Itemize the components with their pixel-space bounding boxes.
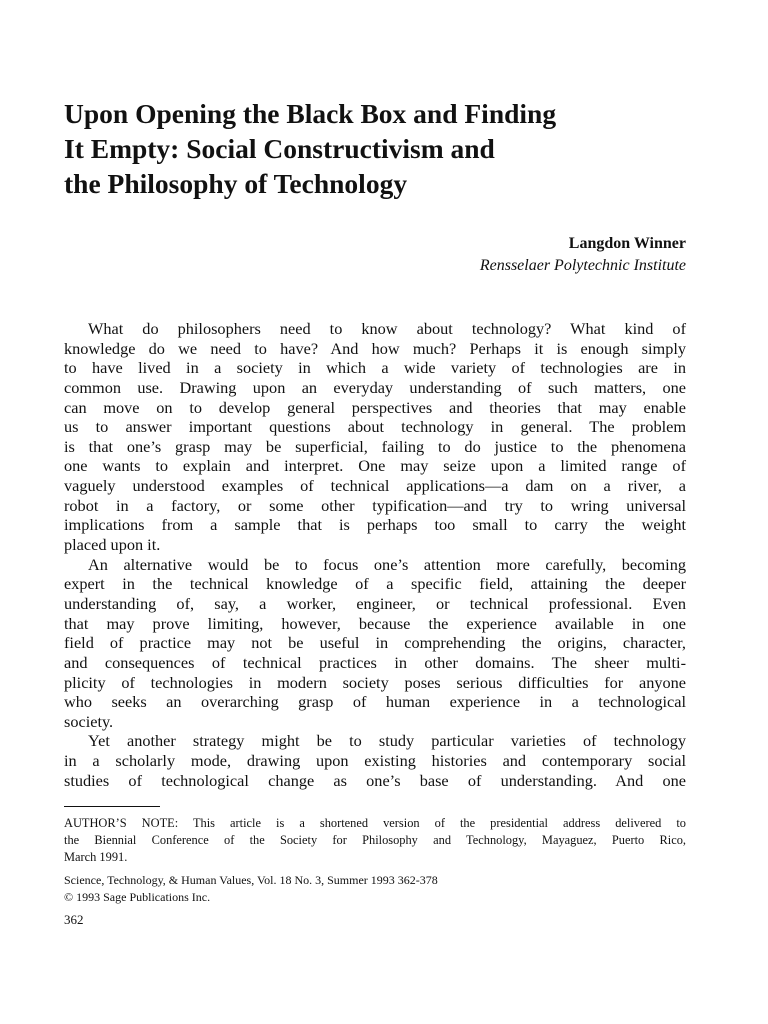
body-line: us to answer important questions about technology in general. The problem: [64, 417, 686, 437]
title-line: the Philosophy of Technology: [64, 168, 408, 199]
body-line: who seeks an overarching grasp of human experience in a technological: [64, 692, 686, 712]
body-line: expert in the technical knowledge of a specific field, attaining the deeper: [64, 574, 686, 594]
body-line: that may prove limiting, however, because the experience available in one: [64, 613, 686, 633]
body-line: society.: [64, 711, 114, 731]
title-line: Upon Opening the Black Box and Finding: [64, 98, 557, 129]
footnote-line: March 1991.: [64, 850, 128, 864]
footnote-divider: [64, 806, 160, 807]
body-line: one wants to explain and interpret. One may seize upon a limited range of: [64, 456, 686, 476]
body-line: An alternative would be to focus one’s attention more carefully, becoming: [88, 554, 686, 574]
page-number: 362: [64, 912, 84, 927]
body-line: implications from a sample that is perhaps too small to carry the weight: [64, 515, 686, 535]
journal-page: [64, 0, 686, 1024]
footnote-line: the Biennial Conference of the Society for Philosophy and Technology, Mayaguez, Puerto Rico,: [64, 833, 686, 847]
body-line: What do philosophers need to know about technology? What kind of: [88, 319, 686, 338]
article-title: [64, 96, 686, 201]
body-line: field of practice may not be useful in comprehending the origins, character,: [64, 633, 686, 653]
copyright-notice: © 1993 Sage Publications Inc.: [64, 890, 211, 904]
title-line: It Empty: Social Constructivism and: [64, 133, 495, 164]
body-line: can move on to develop general perspectives and theories that may enable: [64, 397, 686, 417]
body-line: vaguely understood examples of technical applications—a dam on a river, a: [64, 476, 686, 496]
journal-citation: Science, Technology, & Human Values, Vol. 18 No. 3, Summer 1993 362-378: [64, 873, 438, 887]
body-line: common use. Drawing upon an everyday understanding of such matters, one: [64, 377, 686, 397]
body-line: studies of technological change as one’s base of understanding. And one: [64, 770, 686, 790]
body-line: in a scholarly mode, drawing upon existing histories and contemporary social: [64, 751, 686, 771]
author-affiliation: Rensselaer Polytechnic Institute: [479, 257, 686, 274]
body-line: is that one’s grasp may be superficial, failing to do justice to the phenomena: [64, 436, 686, 456]
footnote-line: AUTHOR’S NOTE: This article is a shortened version of the presidential address delivered to: [64, 816, 686, 830]
body-line: knowledge do we need to have? And how much? Perhaps it is enough simply: [64, 338, 686, 358]
author-name: Langdon Winner: [568, 235, 686, 252]
body-line: robot in a factory, or some other typification—and try to wring universal: [64, 495, 686, 515]
author-block: [480, 233, 686, 277]
body-line: placed upon it.: [64, 535, 161, 555]
article-body: [64, 319, 686, 790]
body-line: Yet another strategy might be to study particular varieties of technology: [88, 731, 686, 751]
body-line: understanding of, say, a worker, engineer, or technical professional. Even: [64, 593, 686, 613]
body-line: plicity of technologies in modern society poses serious difficulties for anyone: [64, 672, 686, 692]
author-note: [64, 815, 686, 866]
body-line: and consequences of technical practices in other domains. The sheer multi-: [64, 652, 686, 672]
body-line: to have lived in a society in which a wide variety of technologies are in: [64, 358, 686, 378]
